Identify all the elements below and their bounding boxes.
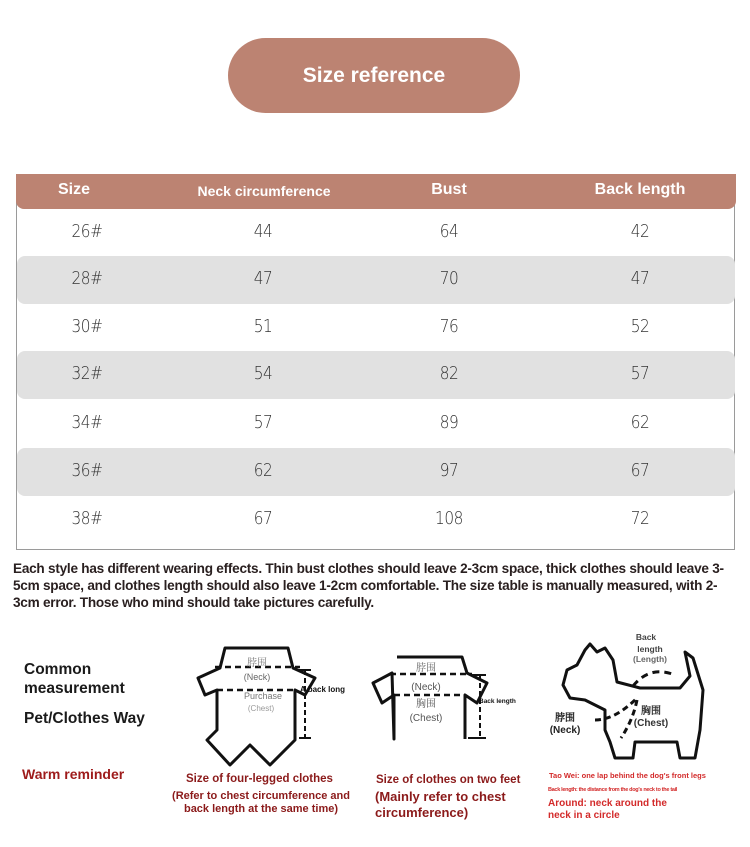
cell-neck: 57: [253, 412, 273, 433]
back-label-1: Back: [635, 632, 657, 642]
table-row: [17, 496, 735, 544]
cell-size: 38#: [71, 508, 103, 529]
back-label-3: (Length): [633, 654, 667, 664]
four-legged-clothes-diagram: [195, 640, 365, 770]
neck-en-label: (Neck): [411, 682, 441, 693]
measurement-subtitle: Pet/Clothes Way: [24, 710, 145, 727]
cell-bust: 82: [439, 363, 459, 384]
cell-neck: 54: [253, 363, 273, 384]
size-reference-banner: [228, 38, 520, 113]
back-label-2: length: [637, 644, 663, 654]
neck-en-label: (Neck): [243, 672, 271, 682]
dog-measurement-diagram: [545, 630, 745, 765]
dog-note-chest: Tao Wei: one lap behind the dog's front legs: [549, 771, 706, 780]
cell-bust: 97: [439, 460, 459, 481]
header-size: Size: [57, 181, 91, 198]
chest-en-label: (Chest): [247, 704, 275, 713]
header-bust: Bust: [431, 181, 467, 198]
table-row: [17, 351, 735, 399]
four-legged-sub1: (Refer to chest circumference and: [172, 790, 350, 802]
back-length-label: A back long: [300, 685, 346, 694]
cell-neck: 44: [253, 221, 273, 242]
neck-cn-label: 脖围: [416, 663, 436, 674]
header-back-length: Back length: [594, 181, 686, 198]
dog-note-back: Back length: the distance from the dog's neck to the tail: [548, 787, 678, 793]
two-feet-sub2: circumference): [375, 805, 469, 820]
cell-back: 62: [630, 412, 650, 433]
dog-note-neck-2: neck in a circle: [548, 810, 620, 821]
cell-back: 67: [630, 460, 650, 481]
cell-back: 72: [630, 508, 650, 529]
chest-cn-label: 胸围: [416, 699, 436, 710]
table-row: [17, 400, 735, 448]
cell-back: 47: [630, 268, 650, 289]
four-legged-caption: Size of four-legged clothes: [186, 773, 333, 785]
table-header: [16, 174, 736, 209]
cell-back: 57: [630, 363, 650, 384]
back-length-dashed-line: [633, 672, 675, 686]
banner-title: Size reference: [302, 63, 446, 87]
two-feet-sub1: (Mainly refer to chest: [375, 789, 506, 804]
two-feet-clothes-diagram: [372, 655, 522, 755]
cell-size: 34#: [71, 412, 103, 433]
back-length-label: Back length: [479, 698, 516, 705]
cell-neck: 47: [253, 268, 273, 289]
cell-size: 28#: [71, 268, 103, 289]
table-row: [17, 256, 735, 304]
two-feet-caption: Size of clothes on two feet: [376, 774, 521, 786]
measurement-title-line1: Common: [24, 661, 92, 678]
cell-size: 26#: [71, 221, 103, 242]
dog-note-neck-1: Around: neck around the: [548, 798, 667, 809]
chest-cn-label: 胸围: [641, 706, 661, 717]
cell-neck: 67: [253, 508, 273, 529]
cell-neck: 62: [253, 460, 273, 481]
cell-size: 30#: [71, 316, 103, 337]
neck-cn-label: 脖围: [247, 658, 267, 669]
table-row: [17, 448, 735, 496]
chest-en-label: (Chest): [409, 713, 443, 724]
cell-size: 32#: [71, 363, 103, 384]
table-row: [17, 209, 735, 257]
cell-bust: 76: [439, 316, 459, 337]
neck-cn-label: 脖围: [555, 713, 575, 724]
cell-neck: 51: [253, 316, 273, 337]
cell-back: 52: [630, 316, 650, 337]
chest-en-label: (Chest): [633, 718, 669, 729]
size-table: [16, 174, 735, 550]
cell-bust: 64: [439, 221, 459, 242]
cell-bust: 70: [439, 268, 459, 289]
cell-bust: 108: [435, 508, 463, 529]
header-neck: Neck circumference: [197, 183, 331, 199]
chest-label: Purchase: [243, 691, 283, 701]
cell-size: 36#: [71, 460, 103, 481]
warm-reminder: Warm reminder: [22, 766, 125, 782]
measurement-title-line2: measurement: [24, 680, 125, 697]
measurement-title: [24, 660, 125, 698]
sizing-note: Each style has different wearing effects. Thin bust clothes should leave 2-3cm space, thick clothes should leave 3-5cm space, and clothes length should also leave 1-2cm comfortable. The size table is manually measured, with 2-3cm error. Those who mind should take pictures carefully.: [13, 561, 724, 610]
table-row: [17, 304, 735, 352]
four-legged-sub2: back length at the same time): [183, 803, 339, 815]
neck-en-label: (Neck): [549, 725, 581, 736]
cell-bust: 89: [439, 412, 459, 433]
cell-back: 42: [630, 221, 650, 242]
